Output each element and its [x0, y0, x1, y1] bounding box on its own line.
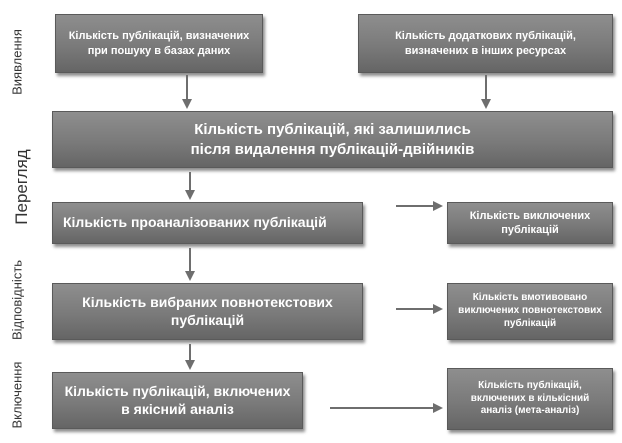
box-screened-text: Кількість проаналізованих публікацій	[63, 214, 327, 231]
stage-label-screening: Перегляд	[12, 149, 31, 225]
box-qualitative-text: Кількість публікацій, включених в якісний аналіз	[64, 382, 291, 417]
box-db-search-text: Кількість публікацій, визначених при пошуку в базах даних	[68, 30, 250, 57]
box-quantitative-text: Кількість публікацій, включених в кількісний аналіз (мета-аналіз)	[470, 379, 590, 417]
box-other-sources-text: Кількість додаткових публікацій, визначених в інших ресурсах	[395, 30, 576, 57]
box-full-text-excluded-text: Кількість вмотивовано виключених повнотекстових публікацій	[458, 292, 602, 329]
stage-label-eligibility: Відповідність	[9, 259, 25, 341]
stage-label-included: Включення	[9, 361, 25, 429]
stage-label-identification: Виявлення	[9, 29, 25, 95]
box-excluded-text: Кількість виключених публікацій	[469, 209, 591, 236]
box-after-duplicates-text: Кількість публікацій, які залишились після видалення публікацій-двійників	[190, 121, 475, 158]
box-full-text-text: Кількість вибраних повнотекстових публікацій	[82, 293, 333, 328]
